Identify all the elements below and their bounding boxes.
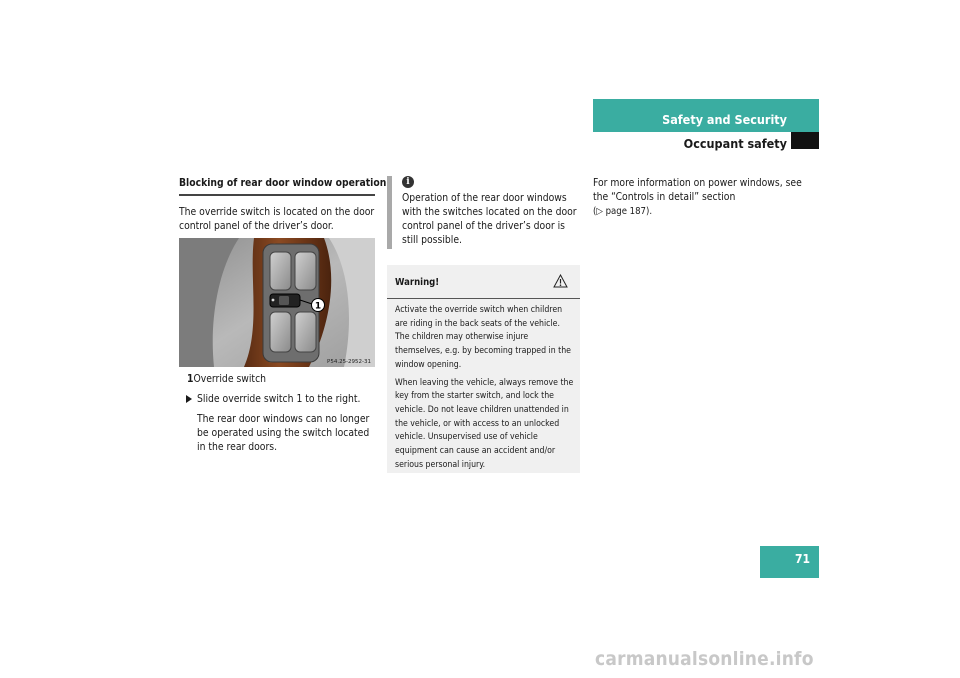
header-marker <box>791 132 819 149</box>
photo-callout-number: 1 <box>314 301 322 312</box>
warning-title: Warning! <box>395 277 440 288</box>
intro-paragraph: The override switch is located on the door control panel of the driver’s door. <box>179 206 375 232</box>
step-number: 1 <box>296 393 303 405</box>
info-note <box>387 176 581 249</box>
page-header <box>593 99 819 149</box>
warning-body <box>387 299 580 472</box>
warning-box <box>387 265 580 473</box>
right-column <box>593 176 803 219</box>
step-result: The rear door windows can no longer be operated using the switch located in the rear doors. <box>197 413 370 453</box>
door-control-panel-photo <box>179 238 375 367</box>
warning-header <box>387 265 580 299</box>
figure-caption <box>179 372 375 386</box>
instruction-step <box>179 392 375 406</box>
page-reference[interactable]: (▷ page 187). <box>593 206 653 217</box>
warning-paragraph-1: Activate the override switch when children are riding in the back seats of the vehicle. The children may otherwise injure themselves, e.g. by becoming trapped in the window opening. <box>395 305 571 370</box>
section-heading: Blocking of rear door window operation <box>179 176 375 196</box>
watermark: carmanualsonline.info <box>595 648 814 670</box>
image-code: P54.25-2952-31 <box>327 359 372 365</box>
step-text-end: to the right. <box>302 393 361 405</box>
page-number: 71 <box>760 546 819 578</box>
caption-text: Override switch <box>193 373 267 385</box>
middle-column <box>387 176 581 473</box>
subsection-title: Occupant safety <box>683 136 787 151</box>
more-info-text: For more information on power windows, see the “Controls in detail” section <box>593 177 802 203</box>
section-title: Safety and Security <box>662 112 787 127</box>
warning-triangle-icon <box>553 274 568 288</box>
info-icon: i <box>402 176 414 188</box>
caption-number: 1 <box>187 373 194 385</box>
step-text-start: Slide override switch <box>197 393 297 405</box>
left-column <box>179 176 387 454</box>
warning-paragraph-2: When leaving the vehicle, always remove the key from the starter switch, and lock the vehicle. Do not leave children unattended in the vehicle, or with access to an unlocked vehicle. Unsupervised use of vehicle equipment can cause an accident and/or serious personal injury. <box>395 377 574 470</box>
info-text: Operation of the rear door windows with the switches located on the door control panel of the driver’s door is still possible. <box>402 192 577 246</box>
step-arrow-icon <box>186 395 192 403</box>
